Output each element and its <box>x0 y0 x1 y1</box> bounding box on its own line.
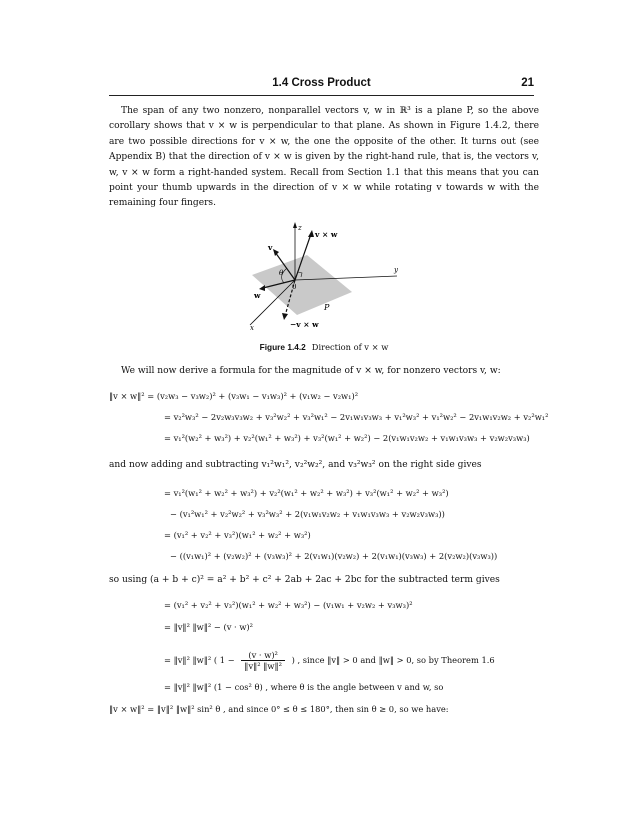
origin-label: 0 <box>292 283 297 291</box>
equation-7: − ((v₁w₁)² + (v₂w₂)² + (v₃w₃)² + 2(v₁w₁)(v₂w₂) + 2(v₁w₁)(v₃w₃) + 2(v₂w₂)(v₃w₃)) <box>170 551 498 561</box>
intro-paragraph <box>109 104 539 212</box>
equation-10 <box>164 650 495 671</box>
transition-text-2: so using (a + b + c)² = a² + b² + c² + 2ab + 2ac + 2bc for the subtracted term gives <box>109 575 500 585</box>
w-label: w <box>254 291 261 300</box>
eq10-denominator: ‖v‖² ‖w‖² <box>244 661 282 671</box>
figure-caption <box>109 342 539 352</box>
transition-text-1: and now adding and subtracting v₁²w₁², v₂²w₂², and v₃²w₃² on the right side gives <box>109 460 482 470</box>
y-label: y <box>394 266 398 274</box>
equation-6: = (v₁² + v₂² + v₃²)(w₁² + w₂² + w₃²) <box>164 530 311 540</box>
figure-caption-text: Direction of v × w <box>311 342 389 352</box>
cross-product-figure <box>232 220 422 335</box>
eq10-fraction <box>241 650 285 671</box>
equation-1: ‖v × w‖² = (v₂w₃ − v₃w₂)² + (v₃w₁ − v₁w₃)² + (v₁w₂ − v₂w₁)² <box>109 391 359 401</box>
equation-5: − (v₁²w₁² + v₂²w₂² + v₃²w₃² + 2(v₁w₁v₂w₂ + v₁w₁v₃w₃ + v₂w₂v₃w₃)) <box>170 509 445 519</box>
equation-9: = ‖v‖² ‖w‖² − (v · w)² <box>164 622 253 632</box>
intro-text: The span of any two nonzero, nonparallel vectors v, w in ℝ³ is a plane P, so the above corollary shows that v × w is perpendicular to that plane. As shown in Figure 1.4.2, there are two possible directions for v × w, the one the opposite of the other. It turns out (see Appendix B) that the direction of v × w is given by the right-hand rule, that is, the vectors v, w, v × w form a right-handed system. Recall from Section 1.1 that this means that you can point your thumb upwards in the direction of v × w while rotating v towards w with the remaining four fingers. <box>109 106 539 209</box>
plane-label: P <box>324 303 330 312</box>
figure-number: Figure 1.4.2 <box>259 342 306 352</box>
neg-vxw-label: −v × w <box>290 320 319 329</box>
v-arrow-icon <box>273 249 279 256</box>
v-label: v <box>268 243 273 252</box>
equation-2: = v₂²w₃² − 2v₂w₃v₃w₂ + v₃²w₂² + v₃²w₁² − 2v₁w₁v₃w₃ + v₁²w₃² + v₁²w₂² − 2v₁w₁v₂w₂ + v₂²w₁² <box>164 412 549 422</box>
equation-3: = v₁²(w₂² + w₃²) + v₂²(w₁² + w₃²) + v₃²(w₁² + w₂²) − 2(v₁w₁v₂w₂ + v₁w₁v₃w₃ + v₂w₂v₃w₃) <box>164 433 530 443</box>
section-title: 1.4 Cross Product <box>272 77 371 89</box>
running-header <box>109 77 534 95</box>
equation-8: = (v₁² + v₂² + v₃²)(w₁² + w₂² + w₃²) − (v₁w₁ + v₂w₂ + v₃w₃)² <box>164 600 413 610</box>
eq10-right: ) , since ‖v‖ > 0 and ‖w‖ > 0, so by Theorem 1.6 <box>291 655 495 665</box>
vxw-label: v × w <box>315 230 338 239</box>
z-label: z <box>298 224 302 232</box>
plane-p <box>252 255 352 315</box>
header-rule <box>109 95 534 96</box>
equation-12: ‖v × w‖² = ‖v‖² ‖w‖² sin² θ , and since 0° ≤ θ ≤ 180°, then sin θ ≥ 0, so we have: <box>109 704 449 714</box>
theta-label: θ <box>279 269 284 277</box>
lead-sentence: We will now derive a formula for the magnitude of v × w, for nonzero vectors v, w: <box>121 366 501 376</box>
vxw-arrow-icon <box>308 230 314 237</box>
equation-11: = ‖v‖² ‖w‖² (1 − cos² θ) , where θ is the angle between v and w, so <box>164 682 444 692</box>
z-arrow-icon <box>293 222 297 228</box>
eq10-numerator: (v · w)² <box>241 650 285 661</box>
page-number: 21 <box>521 77 534 89</box>
equation-4: = v₁²(w₁² + w₂² + w₃²) + v₂²(w₁² + w₂² + w₃²) + v₃²(w₁² + w₂² + w₃²) <box>164 488 449 498</box>
eq10-left: = ‖v‖² ‖w‖² ( 1 − <box>164 655 235 665</box>
neg-vxw-arrow-icon <box>282 313 288 320</box>
x-label: x <box>250 324 254 332</box>
